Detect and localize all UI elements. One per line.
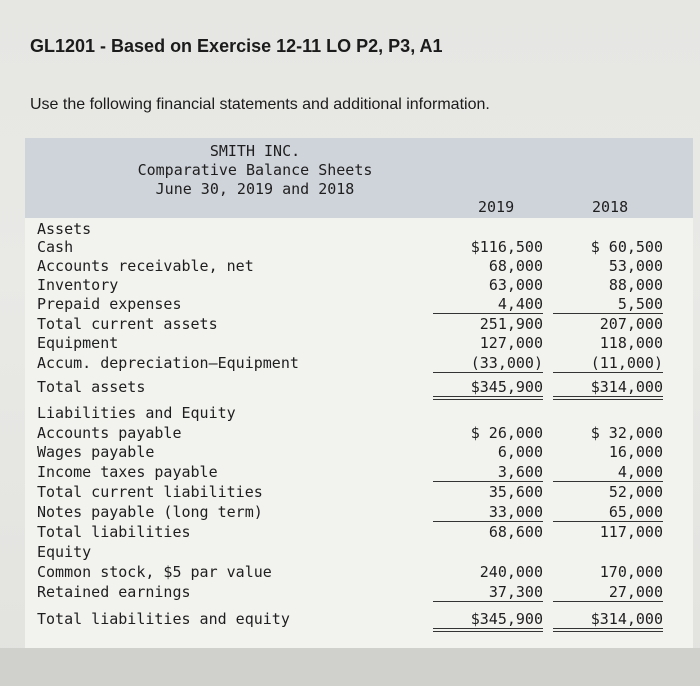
value-2019: 6,000	[497, 443, 543, 461]
balance-sheet-table	[25, 138, 693, 650]
value-2018: 27,000	[553, 583, 663, 602]
table-row	[25, 238, 693, 258]
table-row	[25, 334, 693, 354]
row-label: Total liabilities	[37, 523, 191, 541]
page-title: GL1201 - Based on Exercise 12-11 LO P2, P3, A1	[30, 36, 443, 56]
table-row	[25, 610, 693, 630]
value-2019: 3,600	[433, 463, 543, 482]
table-row	[25, 378, 693, 398]
value-2019: (33,000)	[433, 354, 543, 373]
table-row	[25, 257, 693, 277]
value-2019: $345,900	[433, 610, 543, 632]
row-label: Income taxes payable	[37, 463, 218, 481]
row-label: Prepaid expenses	[37, 295, 182, 313]
row-label: Liabilities and Equity	[37, 404, 236, 422]
table-row	[25, 295, 693, 315]
value-2018: 117,000	[599, 523, 663, 541]
table-row	[25, 276, 693, 296]
table-row	[25, 315, 693, 335]
row-label: Retained earnings	[37, 583, 191, 601]
value-2018: 118,000	[599, 334, 663, 352]
row-label: Notes payable (long term)	[37, 503, 263, 521]
column-header-2018: 2018	[592, 198, 629, 216]
value-2018: $314,000	[553, 610, 663, 632]
value-2019: 37,300	[433, 583, 543, 602]
table-row	[25, 563, 693, 583]
bottom-band	[0, 648, 700, 686]
table-row	[25, 443, 693, 463]
value-2019: 240,000	[479, 563, 543, 581]
value-2018: 88,000	[608, 276, 663, 294]
row-label: Accum. depreciation–Equipment	[37, 354, 299, 372]
value-2018: 52,000	[608, 483, 663, 501]
value-2018: 16,000	[608, 443, 663, 461]
value-2019: 4,400	[433, 295, 543, 314]
table-row	[25, 543, 693, 563]
table-row	[25, 483, 693, 503]
row-label: Accounts receivable, net	[37, 257, 254, 275]
value-2019: 251,900	[479, 315, 543, 333]
table-row	[25, 523, 693, 543]
value-2019: $116,500	[470, 238, 543, 256]
column-header-2019: 2019	[478, 198, 515, 216]
value-2019: 68,600	[488, 523, 543, 541]
company-name: SMITH INC.	[209, 142, 301, 160]
value-2019: 33,000	[433, 503, 543, 522]
row-label: Equipment	[37, 334, 119, 352]
row-label: Wages payable	[37, 443, 155, 461]
value-2019: $ 26,000	[470, 424, 543, 442]
value-2018: 53,000	[608, 257, 663, 275]
row-label: Total liabilities and equity	[37, 610, 290, 628]
value-2018: $ 60,500	[590, 238, 663, 256]
statement-date: June 30, 2019 and 2018	[155, 180, 355, 198]
row-label: Cash	[37, 238, 74, 256]
table-row	[25, 404, 693, 424]
value-2018: (11,000)	[553, 354, 663, 373]
value-2019: $345,900	[433, 378, 543, 400]
table-row	[25, 503, 693, 523]
table-row	[25, 463, 693, 483]
intro-text: Use the following financial statements and additional information.	[30, 96, 490, 113]
row-label: Total assets	[37, 378, 146, 396]
value-2018: 170,000	[599, 563, 663, 581]
value-2018: 207,000	[599, 315, 663, 333]
row-label: Assets	[37, 220, 92, 238]
row-label: Total current assets	[37, 315, 218, 333]
row-label: Equity	[37, 543, 92, 561]
value-2019: 35,600	[488, 483, 543, 501]
row-label: Inventory	[37, 276, 119, 294]
statement-title: Comparative Balance Sheets	[137, 161, 373, 179]
value-2019: 127,000	[479, 334, 543, 352]
value-2019: 68,000	[488, 257, 543, 275]
value-2018: $ 32,000	[590, 424, 663, 442]
value-2018: 5,500	[553, 295, 663, 314]
table-row	[25, 354, 693, 374]
table-row	[25, 583, 693, 603]
table-row	[25, 220, 693, 240]
table-header	[25, 138, 693, 218]
value-2018: 4,000	[553, 463, 663, 482]
value-2019: 63,000	[488, 276, 543, 294]
value-2018: $314,000	[553, 378, 663, 400]
value-2018: 65,000	[553, 503, 663, 522]
row-label: Accounts payable	[37, 424, 182, 442]
row-label: Total current liabilities	[37, 483, 263, 501]
table-row	[25, 424, 693, 444]
row-label: Common stock, $5 par value	[37, 563, 272, 581]
